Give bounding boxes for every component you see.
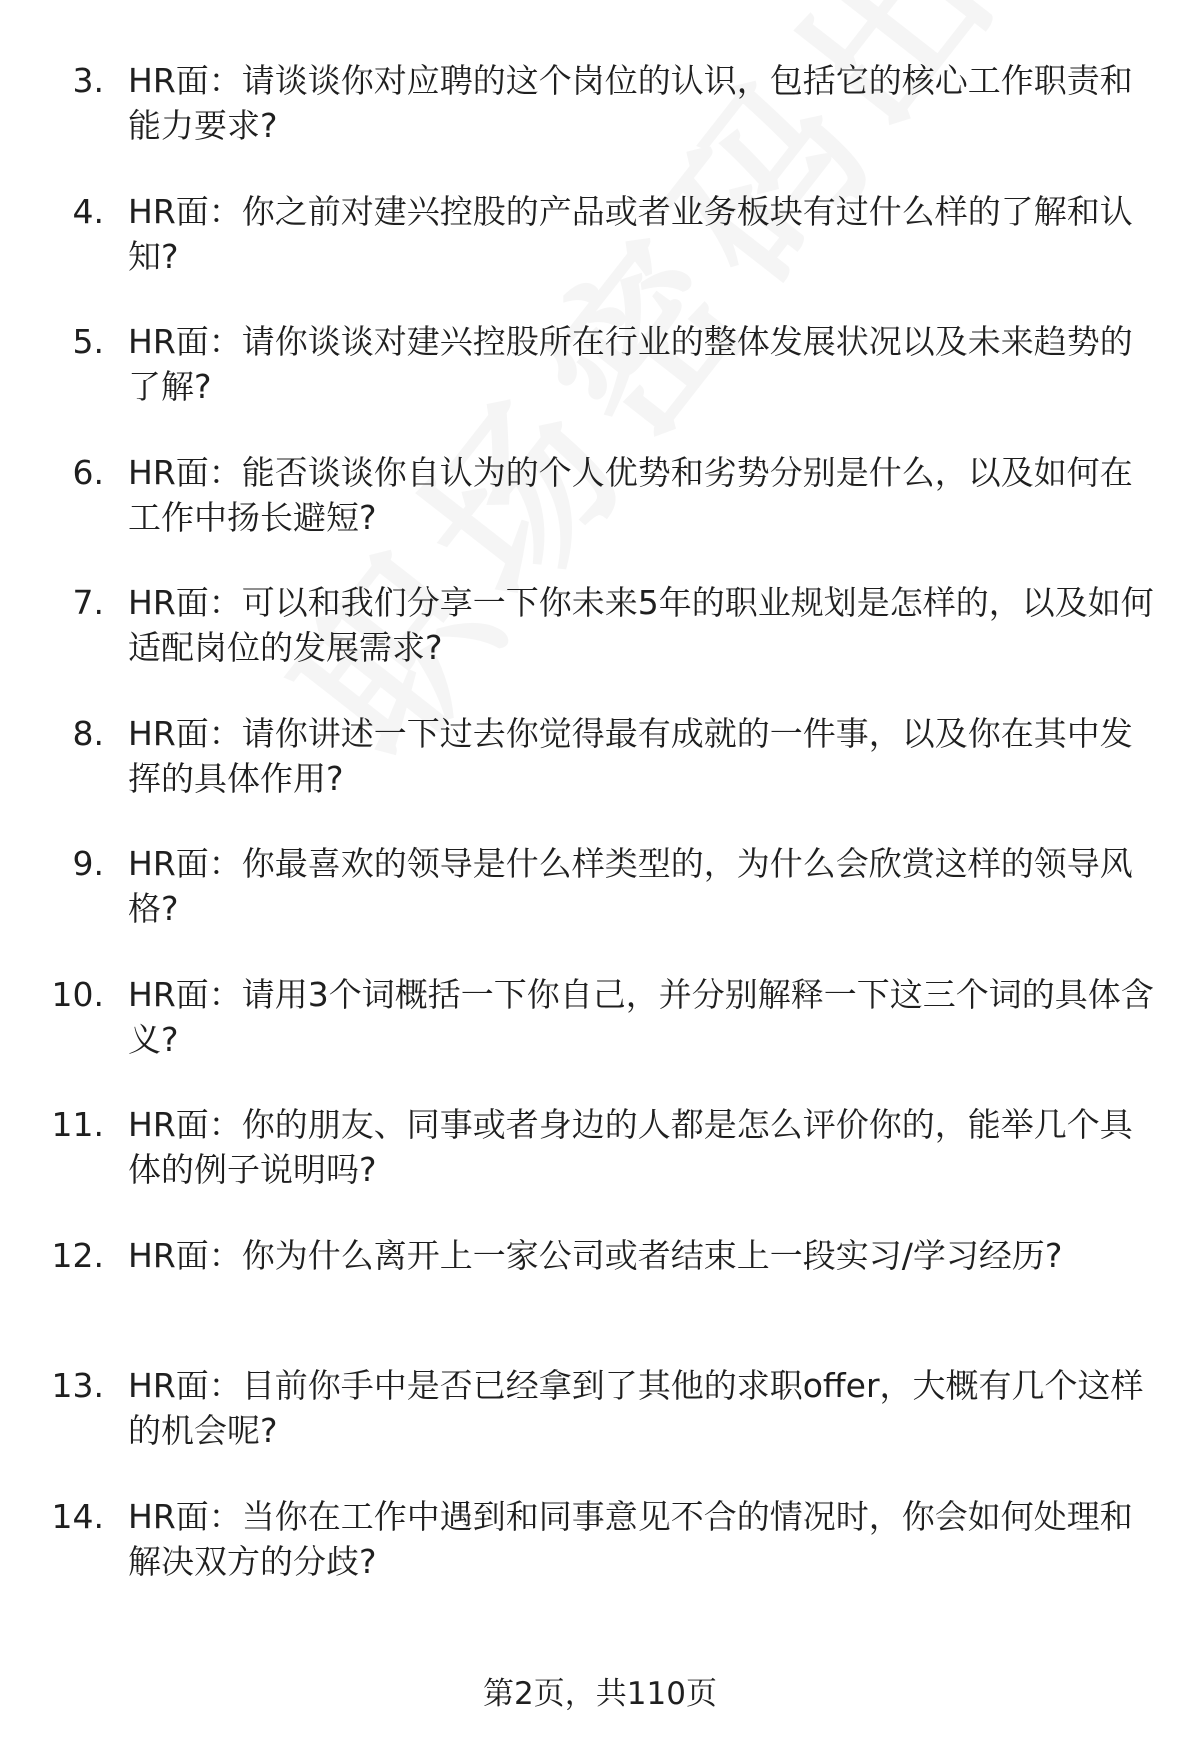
question-text: HR面：请用3个词概括一下你自己，并分别解释一下这三个词的具体含义? bbox=[128, 974, 1154, 1059]
question-number: 10. bbox=[51, 974, 104, 1014]
question-text: HR面：你的朋友、同事或者身边的人都是怎么评价你的，能举几个具体的例子说明吗? bbox=[128, 1105, 1133, 1189]
list-item bbox=[0, 1363, 1200, 1494]
question-text: HR面：请你谈谈对建兴控股所在行业的整体发展状况以及未来趋势的了解? bbox=[128, 322, 1133, 406]
question-text: HR面：目前你手中是否已经拿到了其他的求职offer，大概有几个这样的机会呢? bbox=[128, 1366, 1144, 1450]
question-text: HR面：你为什么离开上一家公司或者结束上一段实习/学习经历? bbox=[128, 1235, 1063, 1275]
question-text: HR面：你最喜欢的领导是什么样类型的，为什么会欣赏这样的领导风格? bbox=[128, 844, 1133, 928]
question-text: HR面：请谈谈你对应聘的这个岗位的认识，包括它的核心工作职责和能力要求? bbox=[128, 61, 1133, 145]
question-number: 14. bbox=[51, 1496, 104, 1536]
question-number: 6. bbox=[72, 452, 104, 492]
list-item bbox=[0, 1102, 1200, 1233]
question-number: 13. bbox=[51, 1366, 104, 1405]
list-item bbox=[0, 319, 1200, 450]
list-item bbox=[0, 1233, 1200, 1364]
question-text: HR面：你之前对建兴控股的产品或者业务板块有过什么样的了解和认知? bbox=[128, 191, 1133, 276]
list-item bbox=[0, 450, 1200, 581]
question-number: 12. bbox=[51, 1235, 104, 1275]
question-text: HR面：请你讲述一下过去你觉得最有成就的一件事，以及你在其中发挥的具体作用? bbox=[128, 713, 1133, 798]
list-item bbox=[0, 580, 1200, 711]
question-text: HR面：当你在工作中遇到和同事意见不合的情况时，你会如何处理和解决双方的分歧? bbox=[128, 1496, 1133, 1581]
question-number: 8. bbox=[72, 713, 104, 753]
list-item bbox=[0, 58, 1200, 189]
question-number: 9. bbox=[72, 844, 104, 883]
list-item bbox=[0, 189, 1200, 320]
question-number: 3. bbox=[72, 61, 104, 100]
list-item bbox=[0, 1494, 1200, 1625]
list-item bbox=[0, 841, 1200, 972]
question-number: 5. bbox=[72, 322, 104, 361]
question-text: HR面：可以和我们分享一下你未来5年的职业规划是怎样的，以及如何适配岗位的发展需求? bbox=[128, 583, 1154, 667]
question-list bbox=[0, 58, 1200, 1624]
list-item bbox=[0, 711, 1200, 842]
list-item bbox=[0, 972, 1200, 1103]
question-number: 7. bbox=[72, 583, 104, 622]
page-number-footer: 第2页，共110页 bbox=[483, 1676, 717, 1712]
question-number: 11. bbox=[51, 1105, 104, 1144]
question-text: HR面：能否谈谈你自认为的个人优势和劣势分别是什么，以及如何在工作中扬长避短? bbox=[128, 452, 1133, 537]
question-number: 4. bbox=[72, 191, 104, 231]
